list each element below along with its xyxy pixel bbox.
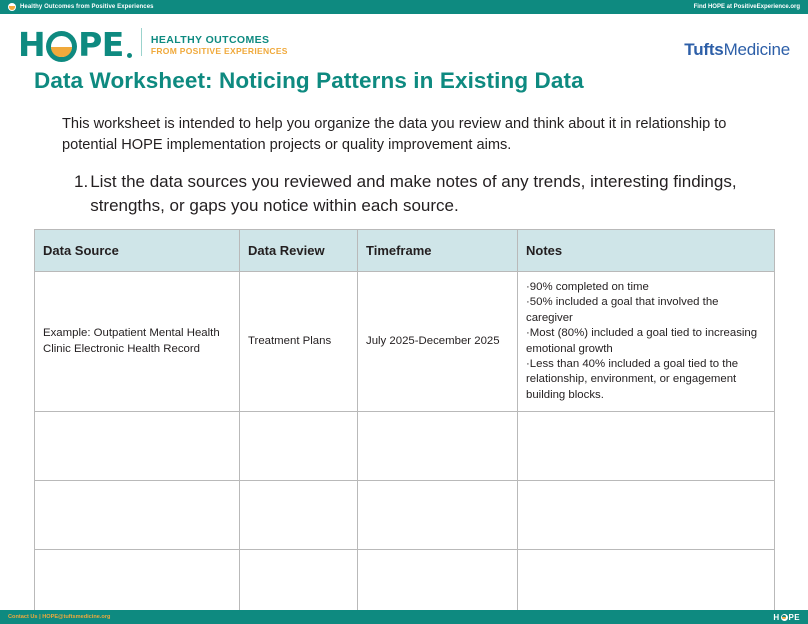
tufts-medicine-logo [684, 40, 790, 60]
top-banner-left [8, 3, 154, 11]
note-line: ·Less than 40% included a goal tied to the relationship, environment, or engagement building blocks. [526, 357, 739, 401]
instruction-number: 1. [74, 172, 89, 191]
hope-tagline-line2: FROM POSITIVE EXPERIENCES [150, 46, 288, 57]
table-row [35, 550, 775, 619]
page-title: Data Worksheet: Noticing Patterns in Existing Data [34, 68, 584, 93]
hope-period-dot [127, 53, 132, 58]
cell-timeframe[interactable] [358, 550, 518, 619]
cell-data-review[interactable]: Treatment Plans [240, 272, 358, 412]
tufts-logo-part2: Medicine [723, 40, 790, 59]
instruction-item [74, 170, 764, 218]
note-line: ·50% included a goal that involved the caregiver [526, 296, 719, 324]
cell-data-review[interactable] [240, 481, 358, 550]
worksheet-sheet [0, 14, 808, 610]
worksheet-table [34, 229, 775, 619]
cell-notes[interactable] [518, 272, 775, 412]
top-banner [0, 0, 808, 14]
footer-hope-logo [773, 613, 800, 622]
cell-notes[interactable] [518, 550, 775, 619]
cell-timeframe[interactable] [358, 412, 518, 481]
hope-wordmark [18, 25, 132, 64]
table-row [35, 272, 775, 412]
cell-timeframe[interactable] [358, 481, 518, 550]
cell-data-source[interactable] [35, 412, 240, 481]
note-line: ·90% completed on time [526, 281, 649, 293]
footer-contact[interactable]: Contact Us | HOPE@tuftsmedicine.org [8, 614, 111, 620]
column-header-data-review: Data Review [240, 230, 358, 272]
table-row [35, 412, 775, 481]
hope-logo [18, 25, 288, 64]
document-header [0, 22, 808, 68]
footer-banner [0, 610, 808, 624]
hope-o-icon [781, 614, 788, 621]
cell-data-review[interactable] [240, 550, 358, 619]
cell-timeframe[interactable]: July 2025-December 2025 [358, 272, 518, 412]
cell-notes[interactable] [518, 481, 775, 550]
hope-tagline-line1: HEALTHY OUTCOMES [150, 34, 270, 46]
table-header-row [35, 230, 775, 272]
footer-hope-pe: PE [788, 612, 800, 622]
top-banner-link[interactable]: Find HOPE at PositiveExperience.org [693, 4, 800, 10]
table-row [35, 481, 775, 550]
instruction-text: List the data sources you reviewed and make notes of any trends, interesting findings, strengths, or gaps you notice within each source. [90, 172, 737, 216]
intro-paragraph: This worksheet is intended to help you organize the data you review and think about it in relationship to potential HOPE implementation projects or quality improvement aims. [62, 116, 727, 154]
cell-notes[interactable] [518, 412, 775, 481]
cell-data-source[interactable] [35, 481, 240, 550]
hope-wordmark-letters: H PE [18, 25, 124, 64]
tufts-logo-part1: Tufts [684, 40, 724, 59]
hope-o-icon [46, 31, 77, 62]
hope-circle-icon [8, 3, 16, 11]
cell-data-source[interactable]: Example: Outpatient Mental Health Clinic Electronic Health Record [35, 272, 240, 412]
column-header-data-source: Data Source [35, 230, 240, 272]
worksheet-table-wrapper [34, 229, 774, 619]
cell-data-source[interactable] [35, 550, 240, 619]
top-banner-text: Healthy Outcomes from Positive Experiences [20, 4, 154, 10]
cell-data-review[interactable] [240, 412, 358, 481]
note-line: ·Most (80%) included a goal tied to increasing emotional growth [526, 327, 758, 355]
footer-hope-h: H [773, 612, 780, 622]
column-header-notes: Notes [518, 230, 775, 272]
hope-tagline [141, 28, 288, 56]
column-header-timeframe: Timeframe [358, 230, 518, 272]
